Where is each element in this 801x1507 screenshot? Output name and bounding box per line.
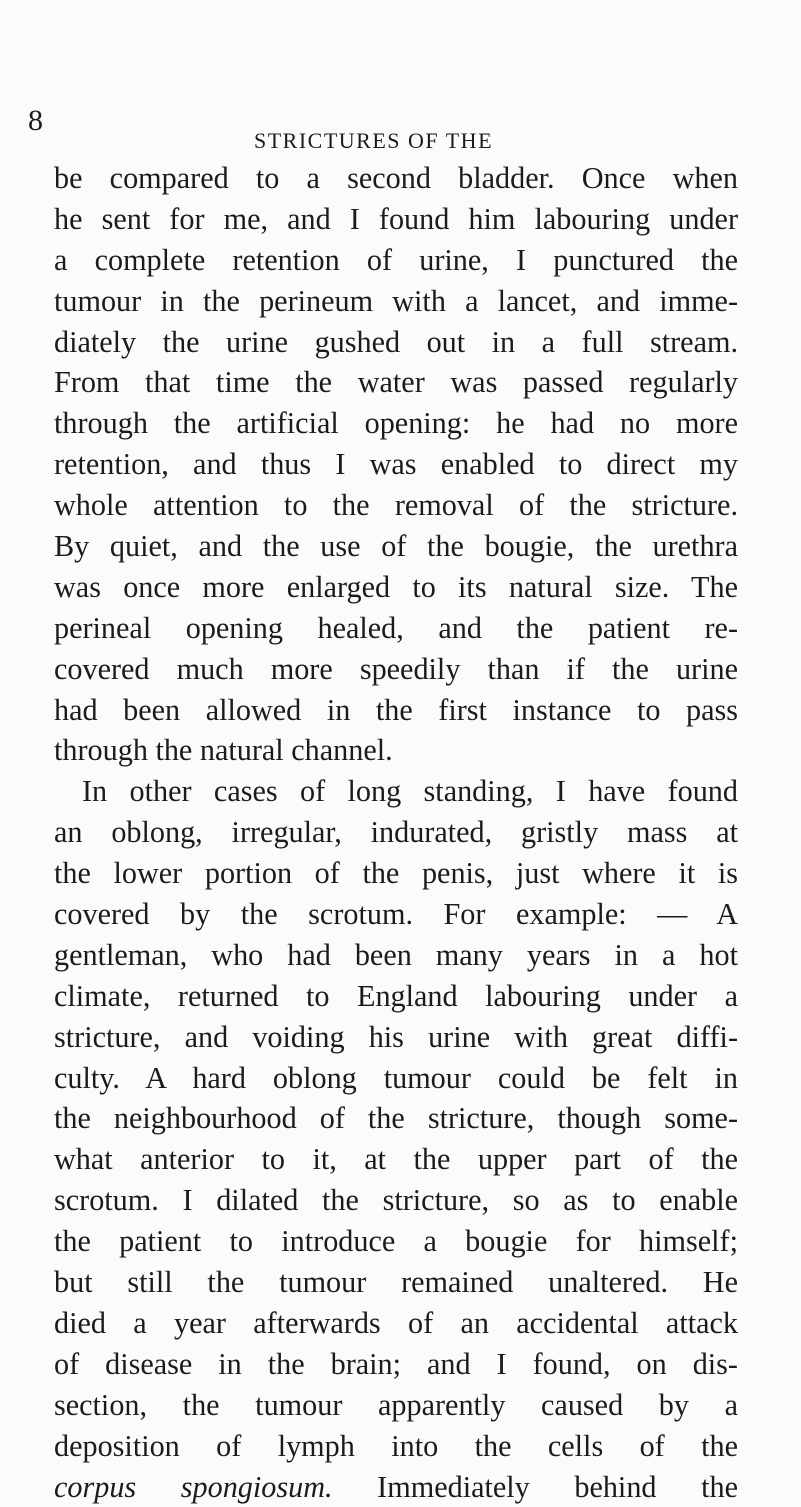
text-line: By quiet, and the use of the bougie, the urethra [54,526,738,567]
text-line: gentleman, who had been many years in a hot [54,935,738,976]
text-line: died a year afterwards of an accidental attack [54,1303,738,1344]
page-number: 8 [28,106,43,136]
final-line-text: Immediately behind the [333,1470,738,1504]
text-line: covered by the scrotum. For example: — A [54,894,738,935]
text-line: tumour in the perineum with a lancet, and imme- [54,281,738,322]
text-line: scrotum. I dilated the stricture, so as to enable [54,1180,738,1221]
text-line: stricture, and voiding his urine with great diffi- [54,1017,738,1058]
paragraph-start-line: In other cases of long standing, I have found [54,771,738,812]
text-line: an oblong, irregular, indurated, gristly mass at [54,812,738,853]
text-line: was once more enlarged to its natural size. The [54,567,738,608]
italic-term: corpus spongiosum. [54,1470,333,1504]
text-line: retention, and thus I was enabled to direct my [54,444,738,485]
text-line: the lower portion of the penis, just where it is [54,853,738,894]
paragraph-end-line: through the natural channel. [54,730,738,771]
text-line: through the artificial opening: he had no more [54,403,738,444]
text-line: perineal opening healed, and the patient re- [54,608,738,649]
text-line: the neighbourhood of the stricture, though some- [54,1098,738,1139]
text-line: covered much more speedily than if the urine [54,649,738,690]
text-line: he sent for me, and I found him labouring under [54,199,738,240]
text-line: climate, returned to England labouring under a [54,976,738,1017]
text-line: deposition of lymph into the cells of the [54,1426,738,1467]
text-line: culty. A hard oblong tumour could be felt in [54,1058,738,1099]
text-line: but still the tumour remained unaltered. He [54,1262,738,1303]
text-line: what anterior to it, at the upper part of the [54,1139,738,1180]
text-line: From that time the water was passed regularly [54,362,738,403]
text-line: section, the tumour apparently caused by a [54,1385,738,1426]
final-text-line [54,1467,738,1507]
body-text [54,158,738,1507]
text-line: whole attention to the removal of the stricture. [54,485,738,526]
text-line: had been allowed in the first instance to pass [54,690,738,731]
text-line: of disease in the brain; and I found, on dis- [54,1344,738,1385]
text-line: a complete retention of urine, I punctured the [54,240,738,281]
running-title: STRICTURES OF THE [254,128,493,154]
text-line: diately the urine gushed out in a full stream. [54,322,738,363]
text-line: the patient to introduce a bougie for himself; [54,1221,738,1262]
text-line: be compared to a second bladder. Once when [54,158,738,199]
